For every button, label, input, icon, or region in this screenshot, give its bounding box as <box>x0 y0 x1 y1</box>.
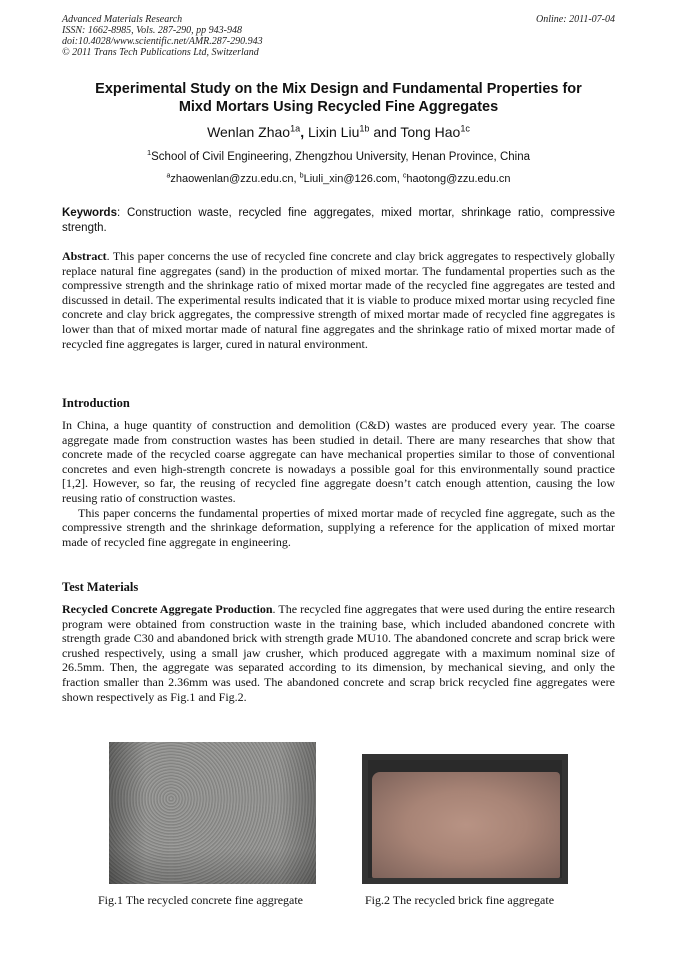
online-date: Online: 2011-07-04 <box>536 14 615 25</box>
email-address[interactable]: haotong@zzu.edu.cn <box>406 173 511 185</box>
issn-line: ISSN: 1662-8985, Vols. 287-290, pp 943-948 <box>62 25 242 36</box>
journal-name: Advanced Materials Research <box>62 14 183 25</box>
introduction-heading: Introduction <box>62 396 130 410</box>
keywords-text: : Construction waste, recycled fine aggregates, mixed mortar, shrinkage ratio, compressive strength. <box>62 207 615 234</box>
email-superscript: b <box>299 171 304 180</box>
title-line-2: Mixd Mortars Using Recycled Fine Aggregates <box>178 99 499 115</box>
paper-title <box>62 80 615 116</box>
abstract-label: Abstract <box>62 249 107 263</box>
author-superscript: 1b <box>359 123 370 134</box>
materials-text: . The recycled fine aggregates that were used during the entire research program were obtained from construction waste in the training base, which included abandoned concrete with strength grade C30 and abandoned brick with strength grade MU10. The abandoned concrete and scrap brick were crushed respectively, using a small jaw crusher, which produced aggregate with a maximum nominal size of 26.5mm. Then, the aggregate was separated according to its dimension, by mechanical sieving, and only the fraction smaller than 2.36mm was used. The abandoned concrete and scrap brick recycled fine aggregates were shown respectively as Fig.1 and Fig.2. <box>62 602 615 704</box>
figure-1-caption: Fig.1 The recycled concrete fine aggregate <box>98 893 304 907</box>
email-superscript: c <box>402 171 407 180</box>
recycled-concrete-photo <box>109 742 316 884</box>
email-superscript: a <box>166 171 171 180</box>
introduction-paragraph-1: In China, a huge quantity of construction and demolition (C&D) wastes are produced every year. The coarse aggregate made from construction wastes has been studied in detail. There are many researches that show that concrete made of the recycled coarse aggregate can have mechanical properties similar to those of conventional concretes and even high-strength concrete is nowadays a possible goal for this environmentally sound practice [1,2]. However, so far, the reusing of recycled fine aggregate doesn’t catch enough attention, causing the low reusing ratio of construction wastes. <box>62 418 615 505</box>
author-separator: and <box>369 124 401 140</box>
affiliation-text: School of Civil Engineering, Zhengzhou University, Henan Province, China <box>151 151 530 163</box>
publication-header <box>62 14 615 58</box>
email-address[interactable]: Liuli_xin@126.com, <box>303 173 403 185</box>
author-superscript: 1c <box>460 123 470 134</box>
introduction-section <box>62 418 615 549</box>
copyright-line: © 2011 Trans Tech Publications Ltd, Switzerland <box>62 47 259 58</box>
affiliation-superscript: 1 <box>146 148 152 158</box>
keywords-label: Keywords <box>62 207 117 219</box>
abstract-paragraph <box>62 249 615 351</box>
test-materials-paragraph <box>62 602 615 704</box>
figure-2-caption: Fig.2 The recycled brick fine aggregate <box>365 893 555 907</box>
affiliation <box>62 150 615 164</box>
author-separator: , <box>300 124 308 140</box>
title-line-1: Experimental Study on the Mix Design and Fundamental Properties for <box>95 81 582 97</box>
author-name: Wenlan Zhao <box>207 124 291 140</box>
email-address[interactable]: zhaowenlan@zzu.edu.cn, <box>170 173 300 185</box>
keywords-paragraph <box>62 206 615 235</box>
recycled-brick-photo <box>362 754 568 884</box>
materials-subheading: Recycled Concrete Aggregate Production <box>62 602 273 616</box>
author-name: Lixin Liu <box>307 124 360 140</box>
author-name: Tong Hao <box>400 124 461 140</box>
doi-line: doi:10.4028/www.scientific.net/AMR.287-290.943 <box>62 36 263 47</box>
abstract-text: . This paper concerns the use of recycled fine concrete and clay brick aggregates to respectively globally replace natural fine aggregates (sand) in the production of mixed mortar. The fundamental properties such as the compressive strength and the shrinkage ratio of mixed mortar made of the recycled fine aggregates are tested and discussed in detail. The experimental results indicated that it is viable to produce mixed mortar using recycled fine concrete and clay brick aggregates, the compressive strength of mixed mortar made of recycled fine aggregates is lower than that of mixed mortar made of natural fine aggregates and the shrinkage ratio of mixed mortar made of recycled fine aggregates is larger, cured in natural environment. <box>62 249 615 351</box>
author-list <box>62 124 615 141</box>
author-superscript: 1a <box>290 123 301 134</box>
introduction-paragraph-2: This paper concerns the fundamental properties of mixed mortar made of recycled fine aggregate, such as the compressive strength and the shrinkage deformation, supplying a reference for the application of mixed mortar made of recycled fine aggregate in engineering. <box>62 505 615 549</box>
email-list <box>62 172 615 186</box>
test-materials-heading: Test Materials <box>62 580 139 594</box>
